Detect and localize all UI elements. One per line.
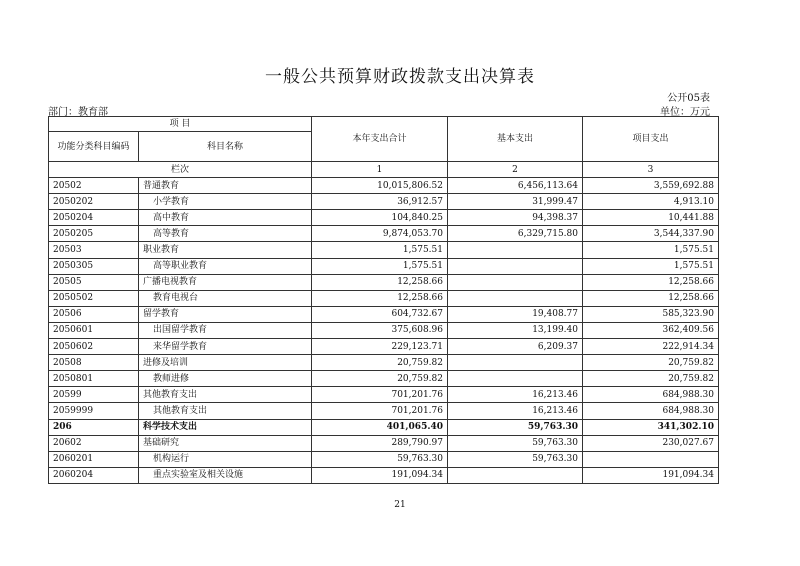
header-project-expenditure: 项目支出 xyxy=(583,117,719,162)
row-project: 585,323.90 xyxy=(583,306,719,322)
row-basic: 59,763.30 xyxy=(448,435,583,451)
row-code: 2059999 xyxy=(49,403,139,419)
row-basic xyxy=(448,258,583,274)
row-basic: 31,999.47 xyxy=(448,194,583,210)
row-total: 20,759.82 xyxy=(312,355,448,371)
row-project: 341,302.10 xyxy=(583,419,719,435)
row-basic: 59,763.30 xyxy=(448,419,583,435)
row-project: 12,258.66 xyxy=(583,274,719,290)
row-total: 701,201.76 xyxy=(312,387,448,403)
table-row xyxy=(49,419,719,435)
row-code: 20505 xyxy=(49,274,139,290)
table-row xyxy=(49,403,719,419)
column-index-1: 1 xyxy=(312,162,448,178)
table-row xyxy=(49,178,719,194)
row-total: 10,015,806.52 xyxy=(312,178,448,194)
row-name: 小学教育 xyxy=(139,194,312,210)
table-row xyxy=(49,339,719,355)
table-row xyxy=(49,467,719,483)
row-project: 4,913.10 xyxy=(583,194,719,210)
row-name: 其他教育支出 xyxy=(139,387,312,403)
row-code: 2050205 xyxy=(49,226,139,242)
row-total: 229,123.71 xyxy=(312,339,448,355)
row-basic: 59,763.30 xyxy=(448,451,583,467)
row-code: 2050202 xyxy=(49,194,139,210)
row-total: 191,094.34 xyxy=(312,467,448,483)
row-code: 2050305 xyxy=(49,258,139,274)
row-basic: 16,213.46 xyxy=(448,403,583,419)
table-row xyxy=(49,290,719,306)
row-project: 1,575.51 xyxy=(583,258,719,274)
row-project: 3,544,337.90 xyxy=(583,226,719,242)
row-total: 9,874,053.70 xyxy=(312,226,448,242)
row-project: 362,409.56 xyxy=(583,322,719,338)
row-project: 20,759.82 xyxy=(583,355,719,371)
row-code: 2050502 xyxy=(49,290,139,306)
page-title: 一般公共预算财政拨款支出决算表 xyxy=(265,67,535,87)
row-name: 高等教育 xyxy=(139,226,312,242)
row-name: 机构运行 xyxy=(139,451,312,467)
row-name: 进修及培训 xyxy=(139,355,312,371)
table-row xyxy=(49,322,719,338)
row-code: 2060201 xyxy=(49,451,139,467)
row-name: 重点实验室及相关设施 xyxy=(139,467,312,483)
table-row xyxy=(49,387,719,403)
row-code: 20508 xyxy=(49,355,139,371)
row-basic xyxy=(448,274,583,290)
row-code: 20503 xyxy=(49,242,139,258)
row-name: 出国留学教育 xyxy=(139,322,312,338)
form-number: 公开05表 xyxy=(667,93,710,104)
header-name: 科目名称 xyxy=(139,132,312,162)
table-row xyxy=(49,242,719,258)
row-basic: 19,408.77 xyxy=(448,306,583,322)
row-total: 36,912.57 xyxy=(312,194,448,210)
row-name: 留学教育 xyxy=(139,306,312,322)
row-total: 104,840.25 xyxy=(312,210,448,226)
table-row xyxy=(49,371,719,387)
row-code: 2060204 xyxy=(49,467,139,483)
table-row xyxy=(49,194,719,210)
row-project: 191,094.34 xyxy=(583,467,719,483)
header-project: 项 目 xyxy=(49,117,312,132)
row-project: 230,027.67 xyxy=(583,435,719,451)
row-total: 1,575.51 xyxy=(312,258,448,274)
row-code: 2050601 xyxy=(49,322,139,338)
row-basic xyxy=(448,371,583,387)
row-project: 1,575.51 xyxy=(583,242,719,258)
row-code: 206 xyxy=(49,419,139,435)
row-name: 来华留学教育 xyxy=(139,339,312,355)
row-code: 20599 xyxy=(49,387,139,403)
row-total: 375,608.96 xyxy=(312,322,448,338)
row-project: 222,914.34 xyxy=(583,339,719,355)
row-total: 12,258.66 xyxy=(312,290,448,306)
row-code: 2050602 xyxy=(49,339,139,355)
table-row xyxy=(49,451,719,467)
row-total: 20,759.82 xyxy=(312,371,448,387)
row-project: 684,988.30 xyxy=(583,387,719,403)
table-row xyxy=(49,306,719,322)
header-basic: 基本支出 xyxy=(448,117,583,162)
row-name: 教师进修 xyxy=(139,371,312,387)
row-code: 2050204 xyxy=(49,210,139,226)
row-project: 684,988.30 xyxy=(583,403,719,419)
table-row xyxy=(49,258,719,274)
column-index-2: 2 xyxy=(448,162,583,178)
row-name: 其他教育支出 xyxy=(139,403,312,419)
table-row xyxy=(49,274,719,290)
row-total: 604,732.67 xyxy=(312,306,448,322)
column-index-label: 栏次 xyxy=(49,162,312,178)
table-row xyxy=(49,210,719,226)
row-name: 高等职业教育 xyxy=(139,258,312,274)
row-total: 59,763.30 xyxy=(312,451,448,467)
row-name: 教育电视台 xyxy=(139,290,312,306)
row-project xyxy=(583,451,719,467)
row-basic: 6,209.37 xyxy=(448,339,583,355)
header-total: 本年支出合计 xyxy=(312,117,448,162)
unit-label: 单位：万元 xyxy=(660,107,710,118)
table-row xyxy=(49,435,719,451)
row-basic: 94,398.37 xyxy=(448,210,583,226)
row-code: 20506 xyxy=(49,306,139,322)
header-code: 功能分类科目编码 xyxy=(49,132,139,162)
row-basic xyxy=(448,242,583,258)
table-row xyxy=(49,355,719,371)
row-basic: 6,456,113.64 xyxy=(448,178,583,194)
page-number: 21 xyxy=(394,500,406,510)
row-code: 20602 xyxy=(49,435,139,451)
row-project: 12,258.66 xyxy=(583,290,719,306)
row-code: 2050801 xyxy=(49,371,139,387)
row-basic xyxy=(448,355,583,371)
row-basic: 6,329,715.80 xyxy=(448,226,583,242)
row-project: 20,759.82 xyxy=(583,371,719,387)
column-index-3: 3 xyxy=(583,162,719,178)
row-project: 10,441.88 xyxy=(583,210,719,226)
row-project: 3,559,692.88 xyxy=(583,178,719,194)
row-basic xyxy=(448,467,583,483)
department-label: 部门：教育部 xyxy=(48,107,108,118)
row-total: 701,201.76 xyxy=(312,403,448,419)
row-total: 12,258.66 xyxy=(312,274,448,290)
row-total: 401,065.40 xyxy=(312,419,448,435)
row-name: 普通教育 xyxy=(139,178,312,194)
row-total: 1,575.51 xyxy=(312,242,448,258)
expenditure-table xyxy=(48,116,719,484)
row-code: 20502 xyxy=(49,178,139,194)
row-name: 高中教育 xyxy=(139,210,312,226)
row-name: 基础研究 xyxy=(139,435,312,451)
table-row xyxy=(49,226,719,242)
row-name: 职业教育 xyxy=(139,242,312,258)
table-body xyxy=(49,178,719,484)
row-total: 289,790.97 xyxy=(312,435,448,451)
row-basic: 16,213.46 xyxy=(448,387,583,403)
row-name: 科学技术支出 xyxy=(139,419,312,435)
row-basic xyxy=(448,290,583,306)
row-name: 广播电视教育 xyxy=(139,274,312,290)
row-basic: 13,199.40 xyxy=(448,322,583,338)
